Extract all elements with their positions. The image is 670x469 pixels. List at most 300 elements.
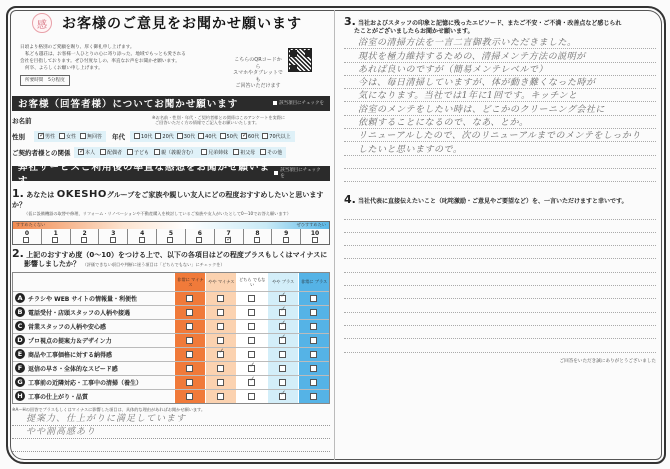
checkbox-checked[interactable] bbox=[279, 323, 286, 330]
age-option-60s[interactable] bbox=[241, 133, 259, 140]
circled-letter-icon: F bbox=[15, 363, 25, 373]
handwritten-text: あれば良いのですが（簡易メンテレベルで） bbox=[358, 64, 548, 75]
checkbox[interactable] bbox=[217, 365, 224, 372]
checkbox[interactable] bbox=[217, 323, 224, 330]
rating-cell[interactable] bbox=[236, 334, 267, 347]
answer-line[interactable] bbox=[344, 102, 656, 115]
question-1 bbox=[12, 187, 330, 210]
scale-number: 6 bbox=[197, 229, 202, 237]
checkbox-icon bbox=[273, 101, 277, 105]
check-note-text: 該当項目にチェックを bbox=[279, 101, 324, 106]
rating-cell[interactable] bbox=[205, 292, 236, 305]
intro-text bbox=[20, 44, 232, 90]
checkbox[interactable] bbox=[186, 379, 193, 386]
checkbox[interactable] bbox=[217, 337, 224, 344]
rating-cell[interactable] bbox=[236, 348, 267, 361]
row-label-text: 電話受付・店頭スタッフの人柄や接遇 bbox=[28, 309, 131, 317]
rating-cell[interactable] bbox=[298, 334, 329, 347]
row-label bbox=[13, 320, 174, 333]
answer-line[interactable] bbox=[344, 89, 656, 102]
checkbox[interactable] bbox=[198, 133, 204, 139]
gender-option-no-answer[interactable] bbox=[80, 133, 102, 140]
circled-letter-icon: D bbox=[15, 335, 25, 345]
scale-option-9[interactable] bbox=[271, 229, 300, 244]
answer-line[interactable] bbox=[344, 299, 656, 312]
customer-section-header bbox=[12, 96, 330, 111]
privacy-note-line: ご回答いただく方の情報でご記入をお願いいたします。 bbox=[155, 120, 260, 125]
rating-cell[interactable] bbox=[298, 376, 329, 389]
scale-number: 5 bbox=[168, 229, 174, 237]
answer-line[interactable] bbox=[344, 63, 656, 76]
name-row bbox=[12, 115, 330, 126]
rating-cell[interactable] bbox=[205, 390, 236, 403]
checkbox[interactable] bbox=[248, 351, 255, 358]
question-text: あなたは bbox=[26, 190, 55, 199]
answer-line[interactable] bbox=[344, 233, 656, 246]
rating-cell[interactable] bbox=[236, 376, 267, 389]
row-label bbox=[13, 306, 174, 319]
checkbox[interactable] bbox=[217, 393, 224, 400]
grid-header-blank bbox=[13, 273, 174, 291]
question-subtext: （評価できない項目や判断に迷う項目は「どちらでもない」にチェックを） bbox=[82, 261, 225, 267]
option-label: 女性 bbox=[66, 133, 77, 140]
checkbox-icon bbox=[274, 171, 278, 175]
rating-cell[interactable] bbox=[174, 334, 205, 347]
checkbox[interactable] bbox=[310, 393, 317, 400]
name-label: お名前 bbox=[12, 116, 32, 125]
relation-option-other[interactable] bbox=[260, 149, 282, 156]
column-neutral: どちら でもない bbox=[236, 273, 267, 291]
checkbox[interactable] bbox=[186, 323, 193, 330]
option-label: 親（義親含む） bbox=[161, 149, 197, 156]
question-number: 2. bbox=[12, 246, 24, 260]
qr-caption-line: こちらのQRコードから bbox=[234, 57, 282, 70]
answer-line[interactable] bbox=[344, 206, 656, 219]
impression-section-header bbox=[12, 162, 330, 187]
scale-number: 9 bbox=[284, 229, 289, 237]
gender-option-female[interactable] bbox=[59, 133, 76, 140]
rating-cell[interactable] bbox=[298, 292, 329, 305]
checkbox[interactable] bbox=[217, 379, 224, 386]
rating-cell[interactable] bbox=[205, 376, 236, 389]
handwritten-text: リニューアルしたので、次のリニューアルまでのメンテをしっかり bbox=[358, 131, 641, 142]
rating-cell[interactable] bbox=[267, 390, 298, 403]
rating-cell[interactable] bbox=[205, 348, 236, 361]
option-label: 60代 bbox=[247, 133, 260, 140]
table-row bbox=[13, 361, 329, 375]
handwritten-text: 浴室の清掃方法を一言二言御教示いただきました。 bbox=[358, 38, 577, 49]
checkbox[interactable] bbox=[186, 365, 193, 372]
intro-line: 日頃より格別のご愛顧を賜り、厚く御礼申し上げます。 bbox=[20, 45, 135, 50]
title-row bbox=[32, 10, 330, 36]
scale-option-4[interactable] bbox=[127, 229, 156, 244]
question-text: 当社およびスタッフの印象と記憶に残ったエピソード、またご不安・ご不満・改善点など感じられ bbox=[357, 20, 622, 27]
rating-cell[interactable] bbox=[267, 292, 298, 305]
scale-number: 7 bbox=[226, 229, 231, 237]
option-label: 20代 bbox=[162, 133, 174, 140]
time-required-badge: 所要時間 5分程度 bbox=[20, 75, 70, 86]
checkbox[interactable] bbox=[186, 309, 193, 316]
circled-letter-icon: E bbox=[15, 349, 25, 359]
qr-caption-line: ご回答いただけます bbox=[235, 83, 281, 89]
checkbox-checked[interactable] bbox=[217, 351, 224, 358]
row-label bbox=[13, 362, 174, 375]
scale-option-3[interactable] bbox=[98, 229, 127, 244]
rating-cell[interactable] bbox=[174, 292, 205, 305]
checkbox[interactable] bbox=[310, 365, 317, 372]
checkbox[interactable] bbox=[186, 295, 193, 302]
handwritten-text: 気になります。当社では1年に1回です。キッチンと bbox=[358, 91, 578, 102]
row-label bbox=[13, 334, 174, 347]
circled-letter-icon: H bbox=[15, 391, 25, 401]
rating-cell[interactable] bbox=[298, 390, 329, 403]
answer-line[interactable] bbox=[344, 313, 656, 326]
answer-line[interactable] bbox=[344, 286, 656, 299]
checkbox[interactable] bbox=[262, 133, 268, 139]
scale-number: 0 bbox=[24, 229, 29, 237]
option-label: 男性 bbox=[45, 133, 56, 140]
column-very-positive: 非常に プラス bbox=[298, 273, 329, 291]
question-1-subtext: （仮に設備機器の取替や修理、リフォーム・リノベーションや不動産購入を検討しているご家族や友人がいたとして0〜10でお答え願います） bbox=[24, 210, 291, 216]
circled-letter-icon: B bbox=[15, 307, 25, 317]
rating-cell[interactable] bbox=[205, 306, 236, 319]
checkbox[interactable] bbox=[134, 133, 140, 139]
rating-cell[interactable] bbox=[174, 376, 205, 389]
scale-option-8[interactable] bbox=[243, 229, 272, 244]
option-label: その他 bbox=[267, 149, 283, 156]
rating-cell[interactable] bbox=[298, 320, 329, 333]
scale-high-label: ぜひすすめたい bbox=[296, 222, 326, 227]
handwritten-text: 現状を極力維持するための、清掃メンテ方法の説明が bbox=[358, 51, 586, 62]
scale-number: 8 bbox=[255, 229, 260, 237]
checkbox[interactable] bbox=[100, 149, 106, 155]
row-label bbox=[13, 390, 174, 403]
option-label: 50代 bbox=[226, 133, 238, 140]
row-label bbox=[13, 292, 174, 305]
scale-option-2[interactable] bbox=[70, 229, 99, 244]
checkbox[interactable] bbox=[196, 237, 202, 243]
section-title: 弊社サービスご利用後の率直な感想をお聞かせ願います bbox=[18, 162, 271, 187]
scale-number: 2 bbox=[82, 229, 87, 237]
option-label: 40代 bbox=[205, 133, 217, 140]
checkbox[interactable] bbox=[177, 133, 183, 139]
answer-line[interactable] bbox=[344, 220, 656, 233]
rating-cell[interactable] bbox=[174, 320, 205, 333]
rating-cell[interactable] bbox=[236, 390, 267, 403]
rating-cell[interactable] bbox=[205, 320, 236, 333]
scale-option-10[interactable] bbox=[300, 229, 329, 244]
intro-line: 何卒、よろしくお願い申し上げます。 bbox=[25, 66, 103, 71]
checkbox[interactable] bbox=[217, 309, 224, 316]
checkbox[interactable] bbox=[248, 323, 255, 330]
rating-cell[interactable] bbox=[205, 334, 236, 347]
checkbox[interactable] bbox=[186, 351, 193, 358]
table-row bbox=[13, 375, 329, 389]
option-label: 本人 bbox=[85, 149, 96, 156]
intro-line: 私ども越荘は、お客様一人ひとりの心に寄り添った、地域でもっとも愛される bbox=[25, 52, 186, 57]
table-row bbox=[13, 389, 329, 403]
rating-cell[interactable] bbox=[236, 320, 267, 333]
check-note bbox=[273, 100, 324, 106]
option-label: 70代以上 bbox=[269, 133, 291, 140]
question-text: グループをご家族や親しい友人にどの程度おすすめしたいと思いますか？ bbox=[12, 190, 324, 209]
checkbox[interactable] bbox=[310, 337, 317, 344]
row-label-text: プロ視点の提案力＆デザイン力 bbox=[28, 337, 112, 345]
option-label: 配偶者 bbox=[107, 149, 123, 156]
rating-grid bbox=[12, 272, 330, 404]
privacy-note bbox=[152, 115, 285, 126]
rating-cell[interactable] bbox=[236, 362, 267, 375]
left-pane bbox=[12, 10, 330, 452]
section-title: お客様（回答者様）についてお聞かせ願います bbox=[18, 99, 239, 110]
rating-cell[interactable] bbox=[298, 362, 329, 375]
page-title: お客様のご意見をお聞かせ願います bbox=[62, 16, 302, 32]
handwritten-text: 依頼することになるので、なあ、とか。 bbox=[358, 118, 529, 129]
checkbox-checked[interactable] bbox=[279, 337, 286, 344]
checkbox[interactable] bbox=[167, 237, 173, 243]
age-option-70s-plus[interactable] bbox=[262, 133, 290, 140]
scale-option-1[interactable] bbox=[41, 229, 70, 244]
intro-line: 会社を目指しております。ぜひ忖度なしの、率直なお声をお聞かせ願います。 bbox=[20, 59, 180, 64]
check-note bbox=[274, 167, 324, 179]
answer-line[interactable] bbox=[344, 246, 656, 259]
checkbox[interactable] bbox=[279, 365, 286, 372]
scale-option-7[interactable] bbox=[214, 229, 243, 244]
checkbox-checked[interactable] bbox=[241, 133, 247, 139]
relation-row bbox=[12, 147, 330, 158]
checkbox[interactable] bbox=[80, 133, 86, 139]
checkbox-checked[interactable] bbox=[279, 393, 286, 400]
relation-option-sibling[interactable] bbox=[201, 149, 228, 156]
scale-options bbox=[13, 229, 329, 244]
question-number: 3. bbox=[344, 15, 356, 28]
rating-cell[interactable] bbox=[267, 320, 298, 333]
question-3 bbox=[344, 15, 656, 36]
gender-option-male[interactable] bbox=[38, 133, 55, 140]
qr-caption-line: スマホやタブレットでも bbox=[233, 70, 283, 83]
answer-line[interactable] bbox=[344, 169, 656, 182]
comment-note: ※A〜Hの回答でプラスもしくはマイナスに影響した項目は、具体的な理由があればお聞かせ願います。 bbox=[12, 406, 206, 412]
relation-options bbox=[74, 147, 286, 158]
rating-cell[interactable] bbox=[267, 348, 298, 361]
question-text: 影響しましたか？ bbox=[24, 259, 80, 268]
handwritten-text: やや割高感あり bbox=[26, 426, 97, 437]
rating-cell[interactable] bbox=[236, 292, 267, 305]
rating-cell[interactable] bbox=[267, 334, 298, 347]
row-label-text: 商品や工事価格に対する納得感 bbox=[28, 351, 113, 359]
age-option-50s[interactable] bbox=[220, 133, 238, 140]
checkbox[interactable] bbox=[310, 379, 317, 386]
question-4 bbox=[344, 193, 656, 207]
answer-line[interactable] bbox=[344, 142, 656, 155]
row-label-text: 工事の仕上がり・品質 bbox=[28, 393, 89, 401]
rating-cell[interactable] bbox=[267, 306, 298, 319]
answer-line[interactable] bbox=[344, 49, 656, 62]
answer-line[interactable] bbox=[344, 116, 656, 129]
checkbox[interactable] bbox=[310, 309, 317, 316]
checkbox[interactable] bbox=[201, 149, 207, 155]
answer-line[interactable] bbox=[344, 76, 656, 89]
scale-number: 3 bbox=[111, 229, 116, 237]
checkbox[interactable] bbox=[139, 237, 145, 243]
right-pane bbox=[344, 15, 656, 364]
row-label-text: 営業スタッフの人柄や安心感 bbox=[28, 323, 107, 331]
checkbox[interactable] bbox=[283, 237, 289, 243]
rating-cell[interactable] bbox=[174, 348, 205, 361]
age-option-10s[interactable] bbox=[134, 133, 152, 140]
checkbox-checked[interactable] bbox=[225, 237, 231, 243]
relation-option-spouse[interactable] bbox=[100, 149, 122, 156]
checkbox[interactable] bbox=[59, 133, 65, 139]
checkbox[interactable] bbox=[279, 351, 286, 358]
checkbox[interactable] bbox=[186, 337, 193, 344]
rating-cell[interactable] bbox=[298, 348, 329, 361]
option-label: 10代 bbox=[141, 133, 153, 140]
checkbox[interactable] bbox=[110, 237, 116, 243]
checkbox[interactable] bbox=[186, 393, 193, 400]
table-row bbox=[13, 333, 329, 347]
rating-cell[interactable] bbox=[174, 306, 205, 319]
option-label: 子ども bbox=[134, 149, 150, 156]
checkbox-checked[interactable] bbox=[38, 133, 44, 139]
scale-option-6[interactable] bbox=[185, 229, 214, 244]
question-3-answer bbox=[344, 36, 656, 182]
privacy-note-line: ※お名前・性別・年代・ご契約者様との関係はこのアンケートを実際に bbox=[152, 114, 286, 120]
row-label-text: チラシや WEB サイトの情報量・利便性 bbox=[28, 295, 138, 303]
option-label: 祖父母 bbox=[240, 149, 256, 156]
comment-line[interactable] bbox=[12, 426, 330, 439]
checkbox[interactable] bbox=[260, 149, 266, 155]
checkbox[interactable] bbox=[220, 133, 226, 139]
checkbox-checked[interactable] bbox=[78, 149, 84, 155]
grid-header bbox=[13, 273, 329, 291]
checkbox[interactable] bbox=[312, 237, 318, 243]
gender-age-row bbox=[12, 131, 330, 142]
relation-option-child[interactable] bbox=[127, 149, 149, 156]
scale-number: 10 bbox=[310, 229, 320, 237]
column-slightly-positive: やや プラス bbox=[267, 273, 298, 291]
answer-line[interactable] bbox=[344, 326, 656, 339]
age-option-30s[interactable] bbox=[177, 133, 195, 140]
handwritten-text: したいと思いますので。 bbox=[358, 144, 463, 155]
rating-cell[interactable] bbox=[205, 362, 236, 375]
handwritten-text: 浴室のメンテをしたい時は、どこかのクリーニング会社に bbox=[358, 104, 605, 115]
scale-gradient bbox=[13, 222, 329, 229]
checkbox[interactable] bbox=[248, 295, 255, 302]
rating-cell[interactable] bbox=[298, 306, 329, 319]
column-slightly-negative: やや マイナス bbox=[205, 273, 236, 291]
answer-line[interactable] bbox=[344, 259, 656, 272]
recommendation-scale bbox=[12, 221, 330, 245]
table-row bbox=[13, 347, 329, 361]
checkbox[interactable] bbox=[52, 237, 58, 243]
checkbox[interactable] bbox=[248, 309, 255, 316]
handwritten-text: 今は、毎日清掃していますが、体が動き難くなった時が bbox=[358, 78, 596, 89]
answer-line[interactable] bbox=[344, 273, 656, 286]
checkbox[interactable] bbox=[154, 149, 160, 155]
scale-low-label: すすめたくない bbox=[16, 222, 46, 227]
qr-caption bbox=[232, 57, 284, 90]
table-row bbox=[13, 319, 329, 333]
gender-label: 性別 bbox=[12, 132, 25, 141]
answer-line[interactable] bbox=[344, 156, 656, 169]
row-label-text: 返信の早さ・全体的なスピード感 bbox=[28, 365, 118, 373]
checkbox[interactable] bbox=[23, 237, 29, 243]
checkbox[interactable] bbox=[310, 295, 317, 302]
relation-option-parent[interactable] bbox=[154, 149, 196, 156]
rating-cell[interactable] bbox=[236, 306, 267, 319]
answer-line[interactable] bbox=[344, 339, 656, 352]
scale-option-5[interactable] bbox=[156, 229, 185, 244]
scale-number: 1 bbox=[53, 229, 58, 237]
checkbox[interactable] bbox=[217, 295, 224, 302]
question-text: 当社代表に直接伝えたいこと（叱咤激励・ご意見やご要望など）を、一言いただけますと幸いです。 bbox=[357, 198, 628, 206]
thanks-message: ご回答をいただき誠にありがとうございました bbox=[559, 358, 656, 364]
age-option-20s[interactable] bbox=[155, 133, 173, 140]
row-label bbox=[13, 376, 174, 389]
question-4-answer bbox=[344, 206, 656, 352]
checkbox-checked[interactable] bbox=[248, 365, 255, 372]
checkbox[interactable] bbox=[310, 351, 317, 358]
scale-number: 4 bbox=[140, 229, 145, 237]
checkbox[interactable] bbox=[127, 149, 133, 155]
option-label: 兄弟姉妹 bbox=[208, 149, 229, 156]
checkbox[interactable] bbox=[248, 393, 255, 400]
question-text: たことがございましたらお聞かせ願います。 bbox=[354, 28, 474, 35]
checkbox-checked[interactable] bbox=[248, 379, 255, 386]
gender-options bbox=[34, 131, 106, 142]
qr-code-icon[interactable] bbox=[288, 48, 312, 72]
answer-line[interactable] bbox=[344, 36, 656, 49]
comment-line[interactable] bbox=[12, 439, 330, 452]
checkbox[interactable] bbox=[279, 379, 286, 386]
circled-letter-icon: G bbox=[15, 377, 25, 387]
checkbox-checked[interactable] bbox=[279, 295, 286, 302]
checkbox[interactable] bbox=[310, 323, 317, 330]
handwritten-text: 提案力、仕上がりに満足しています bbox=[26, 413, 187, 424]
brand-name: OKESHO bbox=[56, 188, 107, 200]
column-divider bbox=[334, 10, 335, 460]
check-note-text: 該当項目にチェックを bbox=[280, 168, 321, 179]
age-options bbox=[130, 131, 295, 142]
checkbox[interactable] bbox=[254, 237, 260, 243]
answer-line[interactable] bbox=[344, 129, 656, 142]
checkbox[interactable] bbox=[155, 133, 161, 139]
column-very-negative: 非常に マイナス bbox=[174, 273, 205, 291]
row-label bbox=[13, 348, 174, 361]
rating-cell[interactable] bbox=[267, 376, 298, 389]
row-label-text: 工事前の近隣対応・工事中の清掃（養生） bbox=[28, 379, 143, 387]
rating-cell[interactable] bbox=[267, 362, 298, 375]
checkbox[interactable] bbox=[81, 237, 87, 243]
table-row bbox=[13, 291, 329, 305]
rating-cell[interactable] bbox=[174, 390, 205, 403]
option-label: 30代 bbox=[183, 133, 196, 140]
question-number: 4. bbox=[344, 193, 356, 207]
age-option-40s[interactable] bbox=[198, 133, 216, 140]
age-label: 年代 bbox=[112, 132, 126, 141]
checkbox[interactable] bbox=[248, 337, 255, 344]
relation-option-grandparent[interactable] bbox=[233, 149, 255, 156]
question-number: 1. bbox=[12, 186, 24, 200]
rating-cell[interactable] bbox=[174, 362, 205, 375]
checkbox[interactable] bbox=[233, 149, 239, 155]
relation-option-self[interactable] bbox=[78, 149, 95, 156]
scale-option-0[interactable] bbox=[13, 229, 41, 244]
checkbox-checked[interactable] bbox=[279, 309, 286, 316]
question-text: 上記のおすすめ度（0〜10）をつける上で、以下の各項目はどの程度プラスもしくはマイナスに bbox=[26, 250, 328, 259]
option-label: 無回答 bbox=[87, 133, 103, 140]
